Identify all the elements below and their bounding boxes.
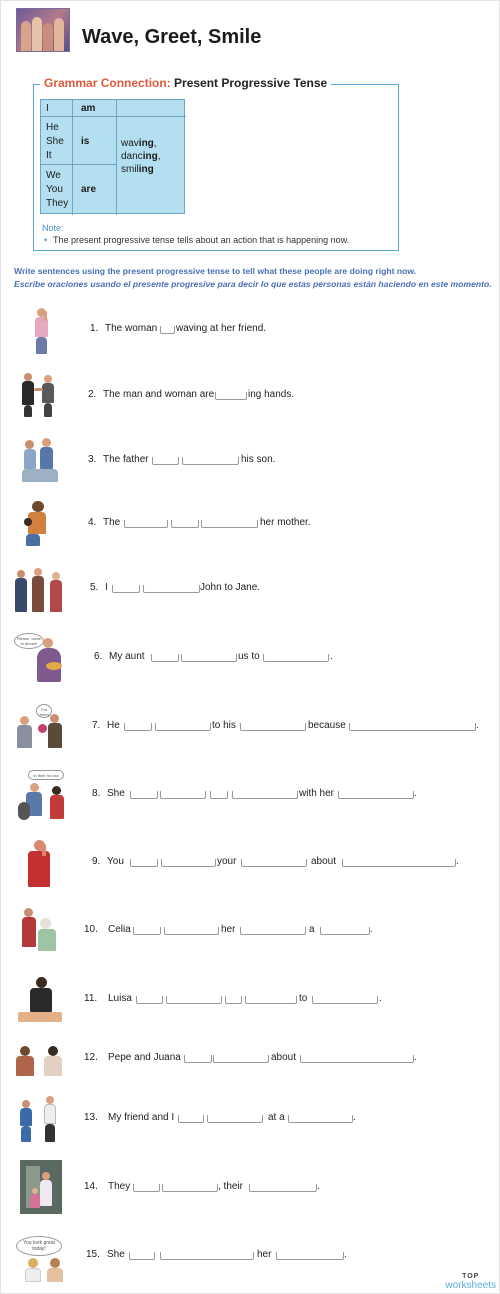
item4-picture xyxy=(20,498,54,548)
item7-blank-1[interactable] xyxy=(124,723,152,731)
item7-speech-bubble: For Jenny xyxy=(36,704,52,718)
item7-text-c: because xyxy=(308,720,346,731)
grammar-table xyxy=(40,99,185,214)
item10-picture xyxy=(20,906,60,956)
subject-she: She xyxy=(46,136,64,147)
note-bullet-icon: • xyxy=(44,235,48,245)
item6-speech-bubble: Please, come to dinner! xyxy=(14,633,44,649)
item3-text-b: his son. xyxy=(241,454,276,465)
item7-text-b: to his xyxy=(212,720,236,731)
item9-picture xyxy=(22,838,58,890)
item2-number: 2. xyxy=(88,389,97,400)
item12-text-a: Pepe and Juana xyxy=(108,1052,181,1063)
item5-blank-1[interactable] xyxy=(112,585,140,593)
item12-blank-3[interactable] xyxy=(300,1055,414,1063)
item14-text-c: . xyxy=(317,1181,320,1192)
item12-number: 12. xyxy=(84,1052,98,1063)
topworksheets-logo[interactable] xyxy=(445,1272,496,1290)
item10-text-b: her xyxy=(221,924,236,935)
item8-blank-5[interactable] xyxy=(338,791,414,799)
item9-text-a: You xyxy=(107,856,124,867)
item13-blank-2[interactable] xyxy=(207,1115,263,1123)
logo-line-2: worksheets xyxy=(445,1280,496,1291)
item10-blank-4[interactable] xyxy=(320,927,370,935)
item3-picture xyxy=(22,436,58,484)
item9-blank-1[interactable] xyxy=(130,859,158,867)
table-divider xyxy=(116,100,117,215)
item14-text-a: They xyxy=(108,1181,131,1192)
item6-blank-1[interactable] xyxy=(151,654,179,662)
item8-text-c: . xyxy=(414,788,417,799)
item13-text-a: My friend and I xyxy=(108,1112,175,1123)
subject-you: You xyxy=(46,184,63,195)
item9-text-b: your xyxy=(217,856,237,867)
example-dancing: dancing, xyxy=(121,151,161,162)
item12-text-b: about xyxy=(271,1052,297,1063)
item4-number: 4. xyxy=(88,517,97,528)
item13-blank-1[interactable] xyxy=(178,1115,204,1123)
item5-picture xyxy=(14,566,66,614)
item11-number: 11. xyxy=(84,993,98,1004)
item10-blank-2[interactable] xyxy=(164,927,219,935)
item7-number: 7. xyxy=(92,720,101,731)
item13-blank-3[interactable] xyxy=(288,1115,353,1123)
item8-blank-2[interactable] xyxy=(160,791,206,799)
item14-text-b: , their xyxy=(218,1181,244,1192)
item7-blank-2[interactable] xyxy=(155,723,211,731)
item13-picture xyxy=(16,1094,64,1146)
example-smiling: smiling xyxy=(121,164,154,175)
item12-blank-2[interactable] xyxy=(213,1055,269,1063)
item4-text-a: The xyxy=(103,517,121,528)
item7-text-d: . xyxy=(476,720,479,731)
item6-blank-3[interactable] xyxy=(263,654,329,662)
item15-picture xyxy=(22,1256,66,1284)
grammar-title xyxy=(40,76,331,90)
item13-number: 13. xyxy=(84,1112,98,1123)
item15-text-a: She xyxy=(107,1249,125,1260)
item3-number: 3. xyxy=(88,454,97,465)
item15-blank-3[interactable] xyxy=(276,1252,344,1260)
item10-blank-1[interactable] xyxy=(133,927,161,935)
item13-text-b: at a xyxy=(268,1112,285,1123)
item11-blank-4[interactable] xyxy=(245,996,297,1004)
verb-am: am xyxy=(81,103,96,114)
logo-line-1: TOP xyxy=(462,1273,480,1280)
item1-text-b: waving at her friend. xyxy=(176,323,267,334)
item15-blank-2[interactable] xyxy=(160,1252,254,1260)
item5-blank-2[interactable] xyxy=(143,585,200,593)
item9-text-c: about xyxy=(311,856,337,867)
item3-text-a: The father xyxy=(103,454,149,465)
item2-text-b: ing hands. xyxy=(248,389,295,400)
table-divider xyxy=(72,100,73,215)
item9-blank-3[interactable] xyxy=(241,859,307,867)
verb-are: are xyxy=(81,184,97,195)
item6-text-b: us to xyxy=(238,651,260,662)
item1-text-a: The woman xyxy=(105,323,158,334)
item6-blank-2[interactable] xyxy=(181,654,237,662)
item14-number: 14. xyxy=(84,1181,98,1192)
item11-text-b: to xyxy=(299,993,308,1004)
item7-text-a: He xyxy=(107,720,120,731)
item6-picture xyxy=(32,636,68,686)
grammar-label: Grammar Connection: xyxy=(44,76,171,90)
item6-number: 6. xyxy=(94,651,103,662)
table-divider xyxy=(41,116,186,117)
item2-blank-1[interactable] xyxy=(215,392,247,400)
item12-blank-1[interactable] xyxy=(184,1055,212,1063)
item1-number: 1. xyxy=(90,323,99,334)
example-waving: waving, xyxy=(121,138,157,149)
item2-picture xyxy=(20,370,58,420)
item4-blank-2[interactable] xyxy=(171,520,199,528)
item10-text-d: . xyxy=(370,924,373,935)
item8-blank-3[interactable] xyxy=(210,791,228,799)
item9-blank-4[interactable] xyxy=(342,859,456,867)
item4-blank-3[interactable] xyxy=(201,520,258,528)
item6-text-a: My aunt xyxy=(109,651,145,662)
item11-text-c: . xyxy=(379,993,382,1004)
item12-text-c: . xyxy=(414,1052,417,1063)
item9-number: 9. xyxy=(92,856,101,867)
item8-text-b: with her xyxy=(299,788,335,799)
instruction-english: Write sentences using the present progressive tense to tell what these people are doing right now. xyxy=(14,266,417,276)
subject-he: He xyxy=(46,122,59,133)
item4-text-b: her mother. xyxy=(260,517,311,528)
item1-blank-1[interactable] xyxy=(160,326,175,334)
item9-blank-2[interactable] xyxy=(161,859,216,867)
note-label: Note: xyxy=(42,223,64,233)
item3-blank-2[interactable] xyxy=(182,457,239,465)
item14-blank-1[interactable] xyxy=(133,1184,160,1192)
item6-text-c: . xyxy=(330,651,333,662)
item15-speech-bubble: You look great today! xyxy=(16,1236,62,1256)
item8-picture xyxy=(16,780,68,822)
subject-it: It xyxy=(46,150,52,161)
item3-blank-1[interactable] xyxy=(152,457,179,465)
grammar-topic: Present Progressive Tense xyxy=(174,76,328,90)
item14-blank-2[interactable] xyxy=(162,1184,218,1192)
item11-blank-5[interactable] xyxy=(312,996,378,1004)
item4-blank-1[interactable] xyxy=(124,520,168,528)
item8-number: 8. xyxy=(92,788,101,799)
table-divider xyxy=(41,164,116,165)
item8-speech-bubble: In their ho use xyxy=(28,770,64,780)
header-photo xyxy=(16,8,70,52)
item5-text-a: I xyxy=(105,582,108,593)
subject-we: We xyxy=(46,170,61,181)
instruction-spanish: Escribe oraciones usando el presente progresive para decir lo que estas personas están haciendo en este momento. xyxy=(14,279,492,289)
item15-blank-1[interactable] xyxy=(129,1252,155,1260)
item10-number: 10. xyxy=(84,924,98,935)
item13-text-c: . xyxy=(353,1112,356,1123)
item14-blank-3[interactable] xyxy=(249,1184,317,1192)
item11-blank-2[interactable] xyxy=(166,996,222,1004)
item8-text-a: She xyxy=(107,788,125,799)
item7-picture xyxy=(14,710,70,750)
item5-number: 5. xyxy=(90,582,99,593)
item14-picture xyxy=(20,1160,62,1214)
item15-number: 15. xyxy=(86,1249,100,1260)
item7-blank-4[interactable] xyxy=(349,723,476,731)
item1-picture xyxy=(28,306,56,356)
item11-picture xyxy=(18,974,62,1026)
item15-text-b: her xyxy=(257,1249,272,1260)
item10-text-c: a xyxy=(309,924,315,935)
subject-i: I xyxy=(46,103,49,114)
item8-blank-4[interactable] xyxy=(232,791,298,799)
note-text: The present progressive tense tells about an action that is happening now. xyxy=(53,235,350,245)
item15-text-c: . xyxy=(344,1249,347,1260)
item10-blank-3[interactable] xyxy=(240,927,306,935)
item12-picture xyxy=(14,1042,66,1078)
item8-blank-1[interactable] xyxy=(130,791,158,799)
item7-blank-3[interactable] xyxy=(240,723,306,731)
item11-blank-1[interactable] xyxy=(136,996,163,1004)
page-title: Wave, Greet, Smile xyxy=(82,26,262,48)
item5-text-b: John to Jane. xyxy=(200,582,261,593)
item11-blank-3[interactable] xyxy=(225,996,242,1004)
item10-text-a: Celia xyxy=(108,924,131,935)
item11-text-a: Luisa xyxy=(108,993,132,1004)
item2-text-a: The man and woman are xyxy=(103,389,215,400)
verb-is: is xyxy=(81,136,90,147)
item9-text-d: . xyxy=(456,856,459,867)
subject-they: They xyxy=(46,198,69,209)
